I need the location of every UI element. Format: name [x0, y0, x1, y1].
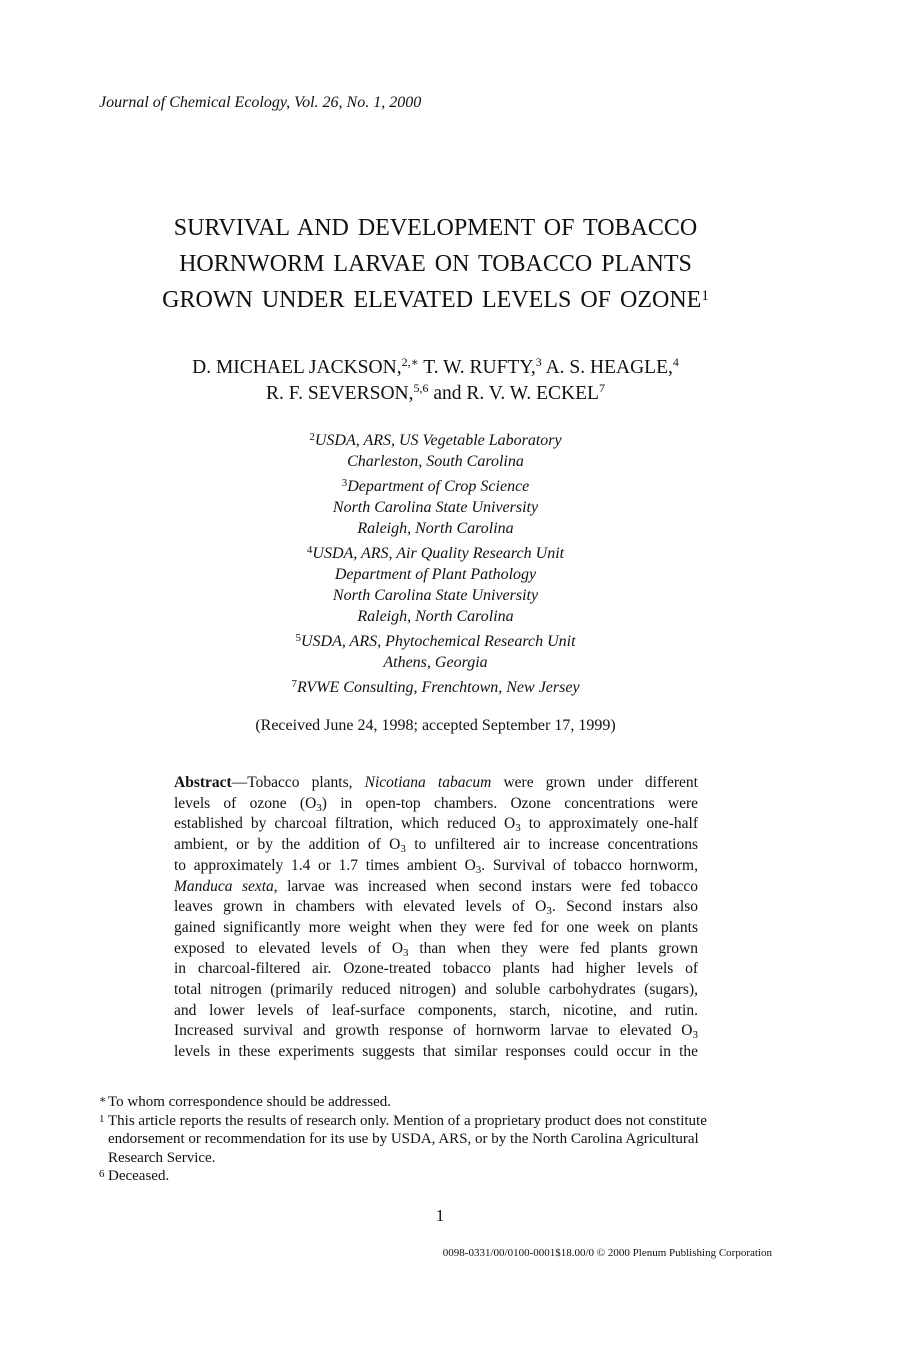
abstract-line — [174, 835, 698, 856]
affiliation-line: Department of Plant Pathology — [334, 566, 537, 583]
footnote-line: To whom correspondence should be addressed. — [108, 1094, 392, 1110]
author-conjunction: and — [433, 383, 462, 404]
abstract — [174, 773, 698, 1063]
footnote — [99, 1112, 779, 1168]
affiliation — [100, 430, 771, 472]
affiliation-line — [100, 476, 771, 497]
abstract-text: established by charcoal filtration, which reduced O — [174, 815, 516, 833]
affiliation — [100, 543, 771, 627]
affiliation-text: RVWE Consulting, Frenchtown, New Jersey — [296, 679, 580, 696]
subscript: 3 — [546, 905, 552, 918]
abstract-line — [174, 814, 698, 835]
affiliation — [100, 476, 771, 539]
abstract-text: . Second instars also — [551, 898, 698, 916]
species-name: Nicotiana tabacum — [364, 774, 492, 791]
abstract-text: levels of ozone (O — [174, 794, 317, 812]
title-line-text: GROWN UNDER ELEVATED LEVELS OF OZONE — [162, 287, 702, 313]
affiliation — [100, 631, 771, 673]
author-line — [100, 355, 771, 381]
abstract-text: to unfiltered air to increase concentrations — [405, 836, 698, 854]
affiliation-mark: 3 — [341, 477, 348, 489]
abstract-line — [174, 794, 698, 815]
journal-citation: Journal of Chemical Ecology, Vol. 26, No. 1, 2000 — [99, 94, 422, 111]
affiliation-line — [100, 631, 771, 652]
footnote — [99, 1093, 779, 1112]
subscript: 3 — [475, 863, 482, 876]
author-affil-mark: 2,∗ — [401, 355, 419, 369]
abstract-text: ambient, or by the addition of O — [174, 836, 401, 854]
footnote-mark: 1 — [99, 1112, 105, 1125]
title-line: HORNWORM LARVAE ON TOBACCO PLANTS — [179, 251, 692, 277]
author-list — [100, 355, 771, 407]
author-name: T. W. RUFTY, — [423, 357, 536, 378]
abstract-line — [174, 1021, 698, 1042]
footnote — [99, 1167, 779, 1186]
abstract-line — [174, 856, 698, 877]
affiliation-line — [100, 543, 771, 564]
footnote-line: Deceased. — [108, 1168, 170, 1185]
affiliation-mark: 4 — [306, 544, 313, 556]
received-dates: (Received June 24, 1998; accepted September 17, 1999) — [255, 717, 616, 734]
affiliation-mark: 7 — [291, 678, 297, 690]
title-line — [100, 282, 771, 318]
abstract-text: Increased survival and growth response of hornworm larvae to elevated O — [174, 1022, 693, 1040]
abstract-line: in charcoal-filtered air. Ozone-treated tobacco plants had higher levels of — [174, 960, 698, 978]
author-affil-mark: 3 — [535, 355, 542, 369]
affiliation-list — [100, 430, 771, 702]
footnote-mark: 6 — [99, 1168, 105, 1181]
subscript: 3 — [400, 843, 406, 856]
author-name: R. V. W. ECKEL — [466, 383, 599, 404]
footnote-line: endorsement or recommendation for its use by USDA, ARS, or by the North Carolina Agricultural — [108, 1131, 699, 1148]
title-footnote-mark: 1 — [701, 288, 709, 304]
affiliation — [100, 677, 771, 698]
subscript: 3 — [403, 946, 409, 959]
abstract-text: to approximately 1.4 or 1.7 times ambient O — [174, 856, 476, 874]
author-name: R. F. SEVERSON, — [266, 383, 414, 404]
abstract-text: to approximately one-half — [520, 815, 698, 833]
abstract-text: leaves grown in chambers with elevated levels of O — [174, 898, 547, 916]
abstract-label: Abstract — [174, 774, 232, 791]
affiliation-mark: 5 — [295, 632, 301, 644]
affiliation-line — [100, 677, 771, 698]
author-affil-mark: 7 — [598, 381, 605, 395]
affiliation-line: North Carolina State University — [332, 499, 539, 516]
affiliation-line: Raleigh, North Carolina — [357, 608, 514, 625]
author-name: A. S. HEAGLE, — [545, 357, 673, 378]
subscript: 3 — [316, 801, 322, 814]
affiliation-text: USDA, ARS, Phytochemical Research Unit — [300, 633, 576, 650]
species-name: Manduca sexta — [174, 877, 274, 895]
footnotes — [99, 1093, 779, 1186]
abstract-text: exposed to elevated levels of O — [174, 939, 404, 957]
affiliation-mark: 2 — [309, 431, 315, 443]
affiliation-line: Raleigh, North Carolina — [357, 520, 514, 537]
page-number: 1 — [435, 1206, 445, 1225]
abstract-line: and lower levels of leaf-surface components, starch, nicotine, and rutin. — [174, 1001, 698, 1019]
subscript: 3 — [692, 1029, 698, 1042]
abstract-text: , larvae was increased when second instars were fed tobacco — [273, 877, 698, 895]
author-affil-mark: 4 — [672, 355, 679, 369]
affiliation-line: Charleston, South Carolina — [347, 453, 524, 470]
abstract-text: were grown under different — [491, 774, 698, 791]
footnote-line: This article reports the results of research only. Mention of a proprietary product does not constitute — [108, 1112, 707, 1129]
abstract-line — [174, 773, 698, 794]
abstract-line — [174, 877, 698, 898]
abstract-text: ) in open-top chambers. Ozone concentrations were — [321, 794, 698, 812]
affiliation-line — [100, 430, 771, 451]
copyright-line: 0098-0331/00/0100-0001$18.00/0 © 2000 Plenum Publishing Corporation — [442, 1247, 772, 1259]
abstract-line — [174, 897, 698, 918]
article-title — [100, 210, 771, 318]
author-name: D. MICHAEL JACKSON, — [192, 357, 402, 378]
affiliation-line: Athens, Georgia — [383, 654, 488, 671]
footnote-line: Research Service. — [108, 1149, 216, 1166]
abstract-line: levels in these experiments suggests that similar responses could occur in the — [174, 1043, 698, 1061]
abstract-line: total nitrogen (primarily reduced nitrogen) and soluble carbohydrates (sugars), — [174, 981, 698, 999]
affiliation-text: USDA, ARS, US Vegetable Laboratory — [314, 432, 562, 449]
abstract-text: than when they were fed plants grown — [408, 939, 698, 957]
affiliation-line: North Carolina State University — [332, 587, 539, 604]
footnote-mark: ∗ — [99, 1094, 107, 1106]
abstract-line — [174, 939, 698, 960]
subscript: 3 — [515, 822, 521, 835]
abstract-text: . Survival of tobacco hornworm, — [481, 856, 698, 874]
author-affil-mark: 5,6 — [413, 381, 429, 395]
abstract-text: —Tobacco plants, — [231, 774, 365, 791]
author-line — [100, 381, 771, 407]
affiliation-text: Department of Crop Science — [347, 478, 530, 495]
title-line: SURVIVAL AND DEVELOPMENT OF TOBACCO — [173, 215, 698, 241]
abstract-line: gained significantly more weight when they were fed for one week on plants — [174, 918, 698, 936]
affiliation-text: USDA, ARS, Air Quality Research Unit — [312, 545, 565, 562]
